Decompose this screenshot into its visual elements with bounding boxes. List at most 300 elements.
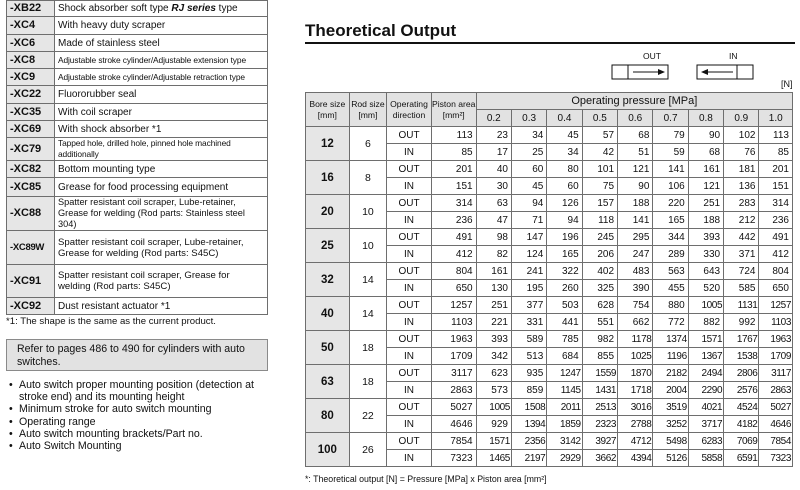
output-value-cell: 94 <box>547 212 582 229</box>
output-value-cell: 859 <box>511 382 546 399</box>
output-value-cell: 2323 <box>582 416 617 433</box>
output-value-cell: 684 <box>547 348 582 365</box>
pressure-column-header: 0.7 <box>653 110 688 127</box>
pressure-column-header: 0.3 <box>511 110 546 127</box>
output-value-cell: 23 <box>476 127 511 144</box>
output-value-cell: 5027 <box>759 399 793 416</box>
output-value-cell: 1257 <box>759 297 793 314</box>
output-value-cell: 118 <box>582 212 617 229</box>
output-value-cell: 121 <box>688 178 723 195</box>
piston-area-cell: 1709 <box>431 348 476 365</box>
option-desc: Spatter resistant coil scraper, Lube-retainer, Grease for welding (Rod parts: Stainless steel 304) <box>55 197 268 231</box>
output-value-cell: 3927 <box>582 433 617 450</box>
direction-cell: IN <box>387 212 432 229</box>
direction-cell: IN <box>387 144 432 161</box>
output-value-cell: 929 <box>476 416 511 433</box>
option-row-xc4 <box>7 17 268 35</box>
rod-size-cell: 22 <box>349 399 386 433</box>
bore-size-cell: 40 <box>306 297 350 331</box>
cylinder-direction-icon <box>611 64 761 80</box>
output-value-cell: 314 <box>759 195 793 212</box>
output-value-cell: 2513 <box>582 399 617 416</box>
output-value-cell: 251 <box>688 195 723 212</box>
list-item: • Minimum stroke for auto switch mounting <box>6 403 268 415</box>
table-row <box>306 161 793 178</box>
table-row <box>306 399 793 416</box>
pressure-column-header: 0.6 <box>618 110 653 127</box>
output-value-cell: 57 <box>582 127 617 144</box>
output-value-cell: 106 <box>653 178 688 195</box>
output-value-cell: 325 <box>582 280 617 297</box>
output-value-cell: 1394 <box>511 416 546 433</box>
option-desc: Dust resistant actuator *1 <box>55 298 268 315</box>
bore-size-cell: 25 <box>306 229 350 263</box>
rod-size-cell: 26 <box>349 433 386 467</box>
output-value-cell: 60 <box>511 161 546 178</box>
output-value-cell: 98 <box>476 229 511 246</box>
direction-cell: OUT <box>387 297 432 314</box>
direction-cell: OUT <box>387 127 432 144</box>
output-value-cell: 206 <box>582 246 617 263</box>
option-code: -XC8 <box>7 52 55 69</box>
output-value-cell: 1005 <box>476 399 511 416</box>
output-value-cell: 503 <box>547 297 582 314</box>
output-value-cell: 1767 <box>724 331 759 348</box>
output-value-cell: 1559 <box>582 365 617 382</box>
output-value-cell: 201 <box>759 161 793 178</box>
output-value-cell: 45 <box>547 127 582 144</box>
output-value-cell: 101 <box>582 161 617 178</box>
option-code: -XC92 <box>7 298 55 315</box>
output-value-cell: 491 <box>759 229 793 246</box>
output-value-cell: 195 <box>511 280 546 297</box>
option-desc: Spatter resistant coil scraper, Grease for welding (Rod parts: S45C) <box>55 265 268 298</box>
rod-size-cell: 18 <box>349 365 386 399</box>
output-value-cell: 4712 <box>618 433 653 450</box>
output-value-cell: 982 <box>582 331 617 348</box>
output-value-cell: 75 <box>582 178 617 195</box>
option-desc: Bottom mounting type <box>55 161 268 178</box>
output-value-cell: 289 <box>653 246 688 263</box>
option-code: -XC79 <box>7 138 55 161</box>
options-table <box>6 0 268 315</box>
output-value-cell: 71 <box>511 212 546 229</box>
output-value-cell: 3252 <box>653 416 688 433</box>
option-row-xc91 <box>7 265 268 298</box>
output-table <box>305 92 793 467</box>
output-value-cell: 40 <box>476 161 511 178</box>
output-value-cell: 1367 <box>688 348 723 365</box>
output-value-cell: 60 <box>547 178 582 195</box>
output-value-cell: 220 <box>653 195 688 212</box>
output-value-cell: 283 <box>724 195 759 212</box>
output-value-cell: 551 <box>582 314 617 331</box>
output-value-cell: 151 <box>759 178 793 195</box>
output-value-cell: 754 <box>618 297 653 314</box>
piston-area-cell: 151 <box>431 178 476 195</box>
option-desc: Fluororubber seal <box>55 86 268 104</box>
option-row-xc79 <box>7 138 268 161</box>
option-code: -XC82 <box>7 161 55 178</box>
output-value-cell: 377 <box>511 297 546 314</box>
direction-cell: OUT <box>387 263 432 280</box>
output-value-cell: 247 <box>618 246 653 263</box>
option-desc-pre: Shock absorber soft type <box>58 3 172 14</box>
option-code: -XC69 <box>7 121 55 138</box>
output-value-cell: 68 <box>688 144 723 161</box>
table-row <box>306 127 793 144</box>
piston-area-cell: 412 <box>431 246 476 263</box>
output-value-cell: 585 <box>724 280 759 297</box>
output-value-cell: 51 <box>618 144 653 161</box>
output-value-cell: 17 <box>476 144 511 161</box>
option-row-xc85 <box>7 178 268 197</box>
pressure-column-header: 0.4 <box>547 110 582 127</box>
output-value-cell: 1431 <box>582 382 617 399</box>
output-value-cell: 82 <box>476 246 511 263</box>
output-value-cell: 4182 <box>724 416 759 433</box>
piston-area-cell: 314 <box>431 195 476 212</box>
output-value-cell: 643 <box>688 263 723 280</box>
output-value-cell: 80 <box>547 161 582 178</box>
output-value-cell: 390 <box>618 280 653 297</box>
piston-area-cell: 7854 <box>431 433 476 450</box>
list-item: • Auto Switch Mounting <box>6 440 268 452</box>
output-value-cell: 94 <box>511 195 546 212</box>
output-value-cell: 412 <box>759 246 793 263</box>
output-value-cell: 589 <box>511 331 546 348</box>
piston-area-cell: 236 <box>431 212 476 229</box>
output-value-cell: 5858 <box>688 450 723 467</box>
output-value-cell: 2788 <box>618 416 653 433</box>
option-code: -XC85 <box>7 178 55 197</box>
direction-cell: OUT <box>387 365 432 382</box>
bore-size-header: Bore size [mm] <box>306 93 350 127</box>
output-value-cell: 1571 <box>476 433 511 450</box>
piston-area-cell: 5027 <box>431 399 476 416</box>
pressure-column-header: 1.0 <box>759 110 793 127</box>
output-value-cell: 1247 <box>547 365 582 382</box>
output-value-cell: 1718 <box>618 382 653 399</box>
rod-size-cell: 6 <box>349 127 386 161</box>
output-value-cell: 330 <box>688 246 723 263</box>
table-row <box>306 229 793 246</box>
option-row-xc6 <box>7 35 268 52</box>
direction-cell: IN <box>387 280 432 297</box>
option-desc: Grease for food processing equipment <box>55 178 268 197</box>
refer-box: Refer to pages 486 to 490 for cylinders with auto switches. <box>6 339 268 371</box>
piston-area-cell: 201 <box>431 161 476 178</box>
bore-size-cell: 80 <box>306 399 350 433</box>
direction-cell: IN <box>387 246 432 263</box>
rod-size-cell: 18 <box>349 331 386 365</box>
output-value-cell: 3519 <box>653 399 688 416</box>
output-value-cell: 188 <box>618 195 653 212</box>
option-code: -XB22 <box>7 1 55 17</box>
output-value-cell: 47 <box>476 212 511 229</box>
output-value-cell: 221 <box>476 314 511 331</box>
option-desc: Adjustable stroke cylinder/Adjustable retraction type <box>55 69 268 86</box>
output-value-cell: 441 <box>547 314 582 331</box>
output-value-cell: 804 <box>759 263 793 280</box>
output-value-cell: 165 <box>653 212 688 229</box>
output-value-cell: 3016 <box>618 399 653 416</box>
formula-footnote: *: Theoretical output [N] = Pressure [MPa] x Piston area [mm²] <box>305 474 547 484</box>
output-value-cell: 772 <box>653 314 688 331</box>
output-value-cell: 4524 <box>724 399 759 416</box>
direction-header: Operating direction <box>387 93 432 127</box>
bore-size-cell: 16 <box>306 161 350 195</box>
output-value-cell: 181 <box>724 161 759 178</box>
option-code: -XC88 <box>7 197 55 231</box>
option-desc: Adjustable stroke cylinder/Adjustable extension type <box>55 52 268 69</box>
piston-area-cell: 85 <box>431 144 476 161</box>
direction-cell: IN <box>387 314 432 331</box>
output-value-cell: 68 <box>618 127 653 144</box>
piston-area-cell: 1103 <box>431 314 476 331</box>
output-value-cell: 992 <box>724 314 759 331</box>
output-value-cell: 188 <box>688 212 723 229</box>
option-desc: Spatter resistant coil scraper, Lube-retainer, Grease for welding (Rod parts: S45C) <box>55 231 268 265</box>
table-row <box>306 297 793 314</box>
output-value-cell: 165 <box>547 246 582 263</box>
output-value-cell: 2806 <box>724 365 759 382</box>
direction-cell: OUT <box>387 195 432 212</box>
output-value-cell: 650 <box>759 280 793 297</box>
option-code: -XC6 <box>7 35 55 52</box>
output-value-cell: 4646 <box>759 416 793 433</box>
option-row-xc9 <box>7 69 268 86</box>
bore-size-cell: 63 <box>306 365 350 399</box>
output-value-cell: 241 <box>511 263 546 280</box>
piston-area-cell: 2863 <box>431 382 476 399</box>
rod-size-header: Rod size [mm] <box>349 93 386 127</box>
bore-size-cell: 12 <box>306 127 350 161</box>
piston-area-cell: 491 <box>431 229 476 246</box>
output-value-cell: 1131 <box>724 297 759 314</box>
output-value-cell: 102 <box>724 127 759 144</box>
direction-cell: OUT <box>387 399 432 416</box>
output-value-cell: 260 <box>547 280 582 297</box>
output-value-cell: 342 <box>476 348 511 365</box>
output-value-cell: 2011 <box>547 399 582 416</box>
output-value-cell: 3662 <box>582 450 617 467</box>
rod-size-cell: 8 <box>349 161 386 195</box>
output-value-cell: 124 <box>511 246 546 263</box>
output-value-cell: 161 <box>688 161 723 178</box>
output-value-cell: 2004 <box>653 382 688 399</box>
output-value-cell: 1870 <box>618 365 653 382</box>
output-value-cell: 121 <box>618 161 653 178</box>
table-row <box>306 365 793 382</box>
list-item: • Auto switch proper mounting position (detection at stroke end) and its mounting height <box>6 379 268 403</box>
piston-area-cell: 7323 <box>431 450 476 467</box>
option-desc: With shock absorber *1 <box>55 121 268 138</box>
option-code: -XC91 <box>7 265 55 298</box>
output-value-cell: 1025 <box>618 348 653 365</box>
output-value-cell: 935 <box>511 365 546 382</box>
option-code: -XC9 <box>7 69 55 86</box>
output-value-cell: 245 <box>582 229 617 246</box>
output-value-cell: 7323 <box>759 450 793 467</box>
output-value-cell: 520 <box>688 280 723 297</box>
output-value-cell: 2356 <box>511 433 546 450</box>
piston-area-header: Piston area [mm²] <box>431 93 476 127</box>
option-desc: Made of stainless steel <box>55 35 268 52</box>
option-desc-series: RJ series <box>171 3 216 14</box>
output-value-cell: 34 <box>511 127 546 144</box>
option-desc <box>55 1 268 17</box>
list-item: • Operating range <box>6 416 268 428</box>
output-value-cell: 4394 <box>618 450 653 467</box>
option-row-xc92 <box>7 298 268 315</box>
output-value-cell: 455 <box>653 280 688 297</box>
output-value-cell: 2863 <box>759 382 793 399</box>
option-code: -XC22 <box>7 86 55 104</box>
output-value-cell: 1508 <box>511 399 546 416</box>
output-value-cell: 393 <box>688 229 723 246</box>
output-value-cell: 136 <box>724 178 759 195</box>
output-value-cell: 251 <box>476 297 511 314</box>
option-row-xc8 <box>7 52 268 69</box>
output-value-cell: 4021 <box>688 399 723 416</box>
output-value-cell: 126 <box>547 195 582 212</box>
output-value-cell: 1178 <box>618 331 653 348</box>
option-code: -XC35 <box>7 104 55 121</box>
direction-cell: IN <box>387 178 432 195</box>
table-row <box>306 331 793 348</box>
option-row-xc35 <box>7 104 268 121</box>
option-code: -XC89W <box>7 231 55 265</box>
output-value-cell: 5126 <box>653 450 688 467</box>
output-value-cell: 393 <box>476 331 511 348</box>
output-value-cell: 1571 <box>688 331 723 348</box>
output-value-cell: 1538 <box>724 348 759 365</box>
shape-footnote: *1: The shape is the same as the current product. <box>6 316 216 327</box>
piston-area-cell: 1257 <box>431 297 476 314</box>
output-value-cell: 141 <box>618 212 653 229</box>
output-value-cell: 724 <box>724 263 759 280</box>
output-value-cell: 1103 <box>759 314 793 331</box>
bore-size-cell: 50 <box>306 331 350 365</box>
direction-cell: IN <box>387 382 432 399</box>
option-row-xc88 <box>7 197 268 231</box>
option-desc: With heavy duty scraper <box>55 17 268 35</box>
out-label: OUT <box>643 51 661 61</box>
option-desc-post: type <box>215 3 238 14</box>
output-value-cell: 2576 <box>724 382 759 399</box>
output-value-cell: 880 <box>653 297 688 314</box>
output-value-cell: 2494 <box>688 365 723 382</box>
output-value-cell: 1005 <box>688 297 723 314</box>
direction-cell: OUT <box>387 229 432 246</box>
piston-area-cell: 804 <box>431 263 476 280</box>
output-value-cell: 3117 <box>759 365 793 382</box>
piston-area-cell: 1963 <box>431 331 476 348</box>
output-value-cell: 90 <box>688 127 723 144</box>
output-value-cell: 113 <box>759 127 793 144</box>
output-value-cell: 59 <box>653 144 688 161</box>
option-desc: Tapped hole, drilled hole, pinned hole machined additionally <box>55 138 268 161</box>
output-value-cell: 63 <box>476 195 511 212</box>
output-value-cell: 3142 <box>547 433 582 450</box>
output-value-cell: 147 <box>511 229 546 246</box>
output-value-cell: 1374 <box>653 331 688 348</box>
output-value-cell: 141 <box>653 161 688 178</box>
output-value-cell: 1196 <box>653 348 688 365</box>
section-title: Theoretical Output <box>305 21 457 40</box>
option-row-xc22 <box>7 86 268 104</box>
pressure-column-header: 0.9 <box>724 110 759 127</box>
direction-cell: IN <box>387 348 432 365</box>
output-value-cell: 3717 <box>688 416 723 433</box>
title-underline <box>305 42 795 44</box>
output-value-cell: 2197 <box>511 450 546 467</box>
output-value-cell: 628 <box>582 297 617 314</box>
output-value-cell: 30 <box>476 178 511 195</box>
piston-area-cell: 3117 <box>431 365 476 382</box>
output-value-cell: 882 <box>688 314 723 331</box>
option-row-xc82 <box>7 161 268 178</box>
direction-cell: OUT <box>387 433 432 450</box>
output-value-cell: 90 <box>618 178 653 195</box>
piston-area-cell: 650 <box>431 280 476 297</box>
output-value-cell: 1709 <box>759 348 793 365</box>
rod-size-cell: 14 <box>349 263 386 297</box>
output-value-cell: 623 <box>476 365 511 382</box>
direction-cell: IN <box>387 450 432 467</box>
option-row-xb22 <box>7 1 268 17</box>
pressure-column-header: 0.8 <box>688 110 723 127</box>
output-value-cell: 785 <box>547 331 582 348</box>
output-value-cell: 212 <box>724 212 759 229</box>
direction-cell: OUT <box>387 331 432 348</box>
output-value-cell: 371 <box>724 246 759 263</box>
output-value-cell: 5498 <box>653 433 688 450</box>
piston-area-cell: 4646 <box>431 416 476 433</box>
auto-switch-list <box>6 379 268 452</box>
list-item: • Auto switch mounting brackets/Part no. <box>6 428 268 440</box>
output-value-cell: 42 <box>582 144 617 161</box>
output-value-cell: 196 <box>547 229 582 246</box>
pressure-header: Operating pressure [MPa] <box>476 93 792 110</box>
output-value-cell: 402 <box>582 263 617 280</box>
option-row-xc89w <box>7 231 268 265</box>
output-table-body <box>306 127 793 467</box>
rod-size-cell: 10 <box>349 229 386 263</box>
output-value-cell: 1963 <box>759 331 793 348</box>
output-value-cell: 662 <box>618 314 653 331</box>
output-value-cell: 573 <box>476 382 511 399</box>
output-value-cell: 855 <box>582 348 617 365</box>
output-value-cell: 1859 <box>547 416 582 433</box>
pressure-column-header: 0.2 <box>476 110 511 127</box>
output-value-cell: 1465 <box>476 450 511 467</box>
output-value-cell: 331 <box>511 314 546 331</box>
output-value-cell: 79 <box>653 127 688 144</box>
output-value-cell: 2290 <box>688 382 723 399</box>
option-desc: With coil scraper <box>55 104 268 121</box>
output-value-cell: 85 <box>759 144 793 161</box>
output-value-cell: 130 <box>476 280 511 297</box>
output-value-cell: 442 <box>724 229 759 246</box>
output-value-cell: 161 <box>476 263 511 280</box>
output-value-cell: 157 <box>582 195 617 212</box>
output-value-cell: 7854 <box>759 433 793 450</box>
pressure-column-header: 0.5 <box>582 110 617 127</box>
unit-label: [N] <box>781 79 793 89</box>
piston-area-cell: 113 <box>431 127 476 144</box>
